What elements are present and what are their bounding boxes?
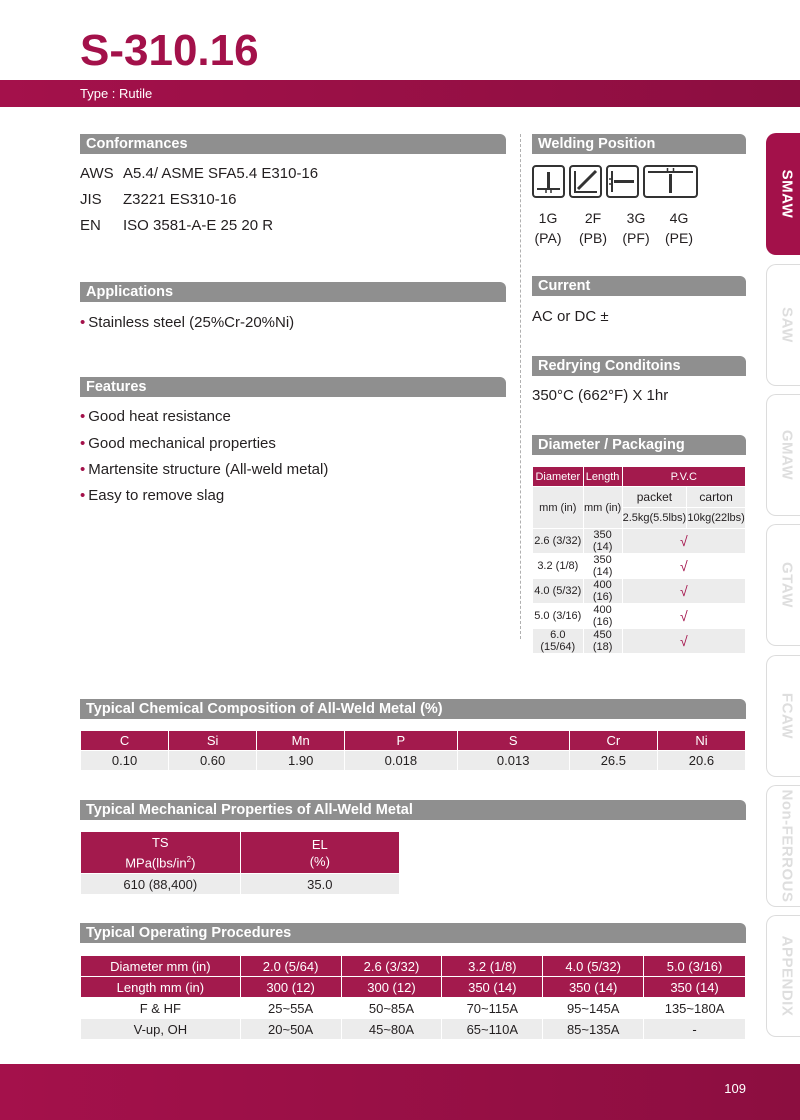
- features-heading: Features: [80, 377, 506, 397]
- chemical-heading: Typical Chemical Composition of All-Weld Metal (%): [80, 699, 746, 719]
- current-value: AC or DC ±: [532, 308, 609, 325]
- application-item: • Stainless steel (25%Cr-20%Ni): [80, 314, 294, 331]
- position-code: 2F: [584, 210, 602, 226]
- tab-fcaw[interactable]: FCAW: [766, 655, 800, 777]
- chem-value: 26.5: [569, 751, 657, 771]
- flat-position-icon: [532, 165, 565, 198]
- diameter-label: Diameter mm (in): [81, 956, 241, 977]
- check-icon: √: [622, 554, 745, 579]
- tab-saw[interactable]: SAW: [766, 264, 800, 386]
- position-code: 1G: [538, 210, 558, 226]
- redrying-value: 350°C (662°F) X 1hr: [532, 387, 669, 404]
- chem-value: 0.018: [345, 751, 457, 771]
- chem-header: Ni: [657, 731, 745, 751]
- unit-diameter: mm (in): [533, 487, 584, 529]
- op-length: 350 (14): [442, 977, 543, 998]
- chem-value: 0.013: [457, 751, 569, 771]
- feature-item: • Martensite structure (All-weld metal): [80, 461, 328, 478]
- op-diameter: 2.0 (5/64): [240, 956, 341, 977]
- conformances-heading: Conformances: [80, 134, 506, 154]
- chem-value: 1.90: [257, 751, 345, 771]
- applications-heading: Applications: [80, 282, 506, 302]
- operating-table: [80, 955, 746, 1040]
- row-diameter: 2.6 (3/32): [533, 529, 584, 554]
- packet-label: packet: [622, 487, 687, 508]
- tab-gtaw[interactable]: GTAW: [766, 524, 800, 646]
- footer-bar: [0, 1064, 800, 1120]
- chem-value: 20.6: [657, 751, 745, 771]
- type-label: Type : Rutile: [80, 86, 153, 101]
- check-icon: √: [622, 579, 745, 604]
- unit-length: mm (in): [583, 487, 622, 529]
- chem-header: Si: [169, 731, 257, 751]
- carton-label: carton: [687, 487, 746, 508]
- chem-value: 0.10: [81, 751, 169, 771]
- column-divider: [520, 134, 521, 639]
- op-row-label: V-up, OH: [81, 1019, 241, 1040]
- position-code: 4G: [669, 210, 689, 226]
- ts-value: 610 (88,400): [81, 874, 241, 895]
- ts-header: TS $MPa(lbs/in^2)$: [81, 832, 241, 874]
- mechanical-heading: Typical Mechanical Properties of All-Weld Metal: [80, 800, 746, 820]
- col-diameter: Diameter: [533, 467, 584, 487]
- chem-header: C: [81, 731, 169, 751]
- check-icon: √: [622, 529, 745, 554]
- el-value: 35.0: [240, 874, 399, 895]
- op-current: 70~115A: [442, 998, 543, 1019]
- row-length: 350 (14): [583, 529, 622, 554]
- op-current: 20~50A: [240, 1019, 341, 1040]
- chem-header: Cr: [569, 731, 657, 751]
- position-name: (PA): [534, 230, 562, 246]
- feature-item: • Good mechanical properties: [80, 435, 276, 452]
- welding-position-heading: Welding Position: [532, 134, 746, 154]
- op-diameter: 3.2 (1/8): [442, 956, 543, 977]
- page-number: 109: [724, 1081, 746, 1096]
- position-name: (PF): [622, 230, 650, 246]
- op-current: 25~55A: [240, 998, 341, 1019]
- op-diameter: 2.6 (3/32): [341, 956, 442, 977]
- position-code: 3G: [626, 210, 646, 226]
- el-header: EL (%): [240, 832, 399, 874]
- row-diameter: 5.0 (3/16): [533, 604, 584, 629]
- op-current: 45~80A: [341, 1019, 442, 1040]
- op-row-label: F & HF: [81, 998, 241, 1019]
- product-title: S-310.16: [80, 26, 259, 75]
- overhead-position-icon: [643, 165, 698, 198]
- packaging-table: [532, 466, 746, 654]
- feature-item: • Good heat resistance: [80, 408, 231, 425]
- conformance-row-jis: JIS Z3221 ES310-16: [80, 191, 237, 208]
- tab-gmaw[interactable]: GMAW: [766, 394, 800, 516]
- operating-heading: Typical Operating Procedures: [80, 923, 746, 943]
- col-pvc: P.V.C: [622, 467, 745, 487]
- row-diameter: 6.0 (15/64): [533, 629, 584, 654]
- col-length: Length: [583, 467, 622, 487]
- length-label: Length mm (in): [81, 977, 241, 998]
- check-icon: √: [622, 629, 745, 654]
- current-heading: Current: [532, 276, 746, 296]
- tab-appendix[interactable]: APPENDIX: [766, 915, 800, 1037]
- row-length: 400 (16): [583, 604, 622, 629]
- op-current: 135~180A: [644, 998, 746, 1019]
- check-icon: √: [622, 604, 745, 629]
- row-diameter: 3.2 (1/8): [533, 554, 584, 579]
- row-length: 450 (18): [583, 629, 622, 654]
- op-length: 300 (12): [341, 977, 442, 998]
- horizontal-fillet-position-icon: [569, 165, 602, 198]
- op-current: 65~110A: [442, 1019, 543, 1040]
- conformance-row-aws: AWS A5.4/ ASME SFA5.4 E310-16: [80, 165, 319, 182]
- row-length: 350 (14): [583, 554, 622, 579]
- mechanical-table: [80, 831, 400, 895]
- chem-header: P: [345, 731, 457, 751]
- op-current: 85~135A: [543, 1019, 644, 1040]
- chem-header: Mn: [257, 731, 345, 751]
- redrying-heading: Redrying Conditoins: [532, 356, 746, 376]
- row-diameter: 4.0 (5/32): [533, 579, 584, 604]
- op-diameter: 5.0 (3/16): [644, 956, 746, 977]
- packaging-heading: Diameter / Packaging: [532, 435, 746, 455]
- type-bar: [0, 80, 800, 107]
- feature-item: • Easy to remove slag: [80, 487, 224, 504]
- op-length: 300 (12): [240, 977, 341, 998]
- row-length: 400 (16): [583, 579, 622, 604]
- op-diameter: 4.0 (5/32): [543, 956, 644, 977]
- position-name: (PB): [579, 230, 607, 246]
- op-current: -: [644, 1019, 746, 1040]
- op-current: 50~85A: [341, 998, 442, 1019]
- tab-smaw[interactable]: SMAW: [766, 133, 800, 255]
- op-current: 95~145A: [543, 998, 644, 1019]
- position-name: (PE): [665, 230, 693, 246]
- carton-weight: 10kg(22lbs): [687, 508, 746, 529]
- chem-value: 0.60: [169, 751, 257, 771]
- vertical-position-icon: [606, 165, 639, 198]
- packet-weight: 2.5kg(5.5lbs): [622, 508, 687, 529]
- chemical-table: [80, 730, 746, 771]
- tab-non-ferrous[interactable]: Non-FERROUS: [766, 785, 800, 907]
- conformance-row-en: EN ISO 3581-A-E 25 20 R: [80, 217, 274, 234]
- op-length: 350 (14): [644, 977, 746, 998]
- op-length: 350 (14): [543, 977, 644, 998]
- chem-header: S: [457, 731, 569, 751]
